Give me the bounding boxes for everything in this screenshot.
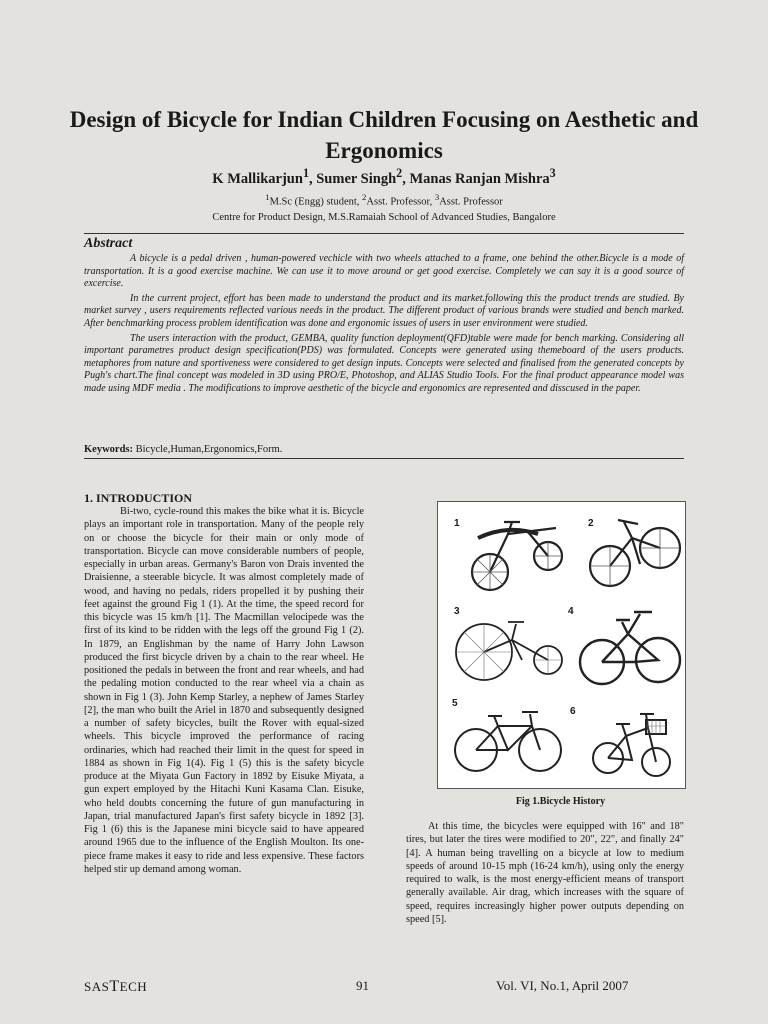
role-mark: 1 xyxy=(265,192,270,202)
journal-initial: T xyxy=(109,978,120,995)
keywords-rule xyxy=(84,458,684,459)
figure-label: 1 xyxy=(454,518,460,529)
mini-bicycle-image xyxy=(588,706,678,782)
abstract-top-rule xyxy=(84,233,684,234)
miyata-safety-bicycle-image xyxy=(452,704,564,776)
role-text: Asst. Professor xyxy=(439,196,503,208)
journal-suffix: ECH xyxy=(119,979,148,994)
introduction-paragraph: Bi-two, cycle-round this makes the bike what it is. Bicycle plays an important role in transportation. Many of the people rely on or choose the bicycle for their main or only mode of transportation. Bicycle can move considerable numbers of people, especially in urban areas. Germany's Baron von Drais invented the Draisienne, a steerable bicycle. It was almost completely made of wood, and having no pedals, riders propelled it by pushing their feet against the ground Fig 1 (1). At the time, the speed record for this bicycle was 15 km/h [1]. The Macmillan velocipede was the first of its kind to be ridden with the legs off the ground Fig 1 (2). In 1879, an Englishman by the name of Harry John Lawson produced the first bicycle driven by a chain to the rear wheel. He positioned the pedals in between the front and rear wheels, and had the pedaling motion conducted to the rear wheel via a chain as shown in Fig 1 (3). John Kemp Starley, a nephew of James Starley [2], the man who built the Ariel in 1870 and subsequently designed a number of safety bicycles, built the Rover with equal-sized wheels. This bicycle improved the performance of racing ordinaries, which had reached their limit in the quest for speed in 1884 as shown in Fig 1(4). Fig 1 (5) this is the safety bicycle produce at the Miyata Gun Factory in 1892 by Eisuke Miyata, a gun expert employed by the Hitachi Kuni Kasama Clan. Eisuke, who held doubts concerning the future of gun manufacturing in Japan, trial manufactured Japan's first safety bicycle in 1892 [3]. Fig 1 (6) this is the Japanese mini bicycle said to have appeared around 1965 due to the influence of the English Moulton. Its one-piece frame makes it easy to ride and less expensive. These factors helped stir up demand among woman. xyxy=(84,506,364,875)
figure-label: 5 xyxy=(452,698,458,709)
rover-safety-bicycle-image xyxy=(578,604,682,694)
journal-prefix: SAS xyxy=(84,979,110,994)
paper-title: Design of Bicycle for Indian Children Focusing on Aesthetic and Ergonomics xyxy=(69,107,699,163)
figure-label: 6 xyxy=(570,706,576,717)
author-mark: 3 xyxy=(549,166,556,180)
author-mark: 1 xyxy=(302,166,309,180)
role-mark: 2 xyxy=(362,192,367,202)
introduction-left-column xyxy=(84,505,364,876)
author-mark: 2 xyxy=(396,166,403,180)
figure-label: 4 xyxy=(568,606,574,617)
introduction-right-column xyxy=(406,820,684,926)
figure-bicycle-history xyxy=(437,501,686,789)
role-text: Asst. Professor, xyxy=(366,196,435,208)
section-heading-introduction: 1. INTRODUCTION xyxy=(84,491,193,505)
abstract-heading: Abstract xyxy=(84,236,133,251)
volume-info: Vol. VI, No.1, April 2007 xyxy=(496,978,629,993)
abstract-paragraph: The users interaction with the product, GEMBA, quality function deployment(QFD)table were made for bench marking. Considering all important parametres product design specification(PDS) was formulated. Concepts were generated using themeboard of the users products. metaphores from nature and sportiveness were considered to get design inputs. Concepts were selected and finalised from the generated concepts by Pugh's chart.The final concept was modeled in 3D using PRO/E, Photoshop, and ALIAS Studio Tools. For the final product appearance model was made using MDF media . The modifications to improve aesthetic of the bicycle and ergonomics are represented and disscused in the paper. xyxy=(84,332,684,394)
macmillan-velocipede-image xyxy=(588,514,683,598)
abstract-paragraph: In the current project, effort has been made to understand the product and its market.following this the product trends are studied. By market survey , users requirements reflected various needs in the product. The different product of various brands were studied and bench marked. After benchmarking process problem identification was done and ergonomic issues of users in user environment were studied. xyxy=(84,292,684,329)
author-name: Manas Ranjan Mishra xyxy=(409,170,550,187)
figure-caption: Fig 1.Bicycle History xyxy=(515,796,606,807)
author-list: K Mallikarjun$^1$, Sumer Singh$^2$, Manas Ranjan Mishra$^3$ xyxy=(212,166,556,187)
draisienne-bicycle-image xyxy=(468,514,568,598)
author-name: Sumer Singh xyxy=(316,170,397,187)
figure-label: 3 xyxy=(454,606,460,617)
author-name: K Mallikarjun xyxy=(212,170,303,187)
institution: Centre for Product Design, M.S.Ramaiah School of Advanced Studies, Bangalore xyxy=(212,211,556,223)
introduction-paragraph: At this time, the bicycles were equipped with 16" and 18" tires, but later the tires were modified to 20", 22", and finally 24" [4]. A human being travelling on a bicycle at low to medium speeds of around 10-15 mph (16-24 km/h), using only the energy required to walk, is the most energy-efficient means of transport generally available. Air drag, which increases with the square of speed, requires increasingly higher power outputs depending on speed [5]. xyxy=(406,821,684,925)
page-number: 91 xyxy=(356,978,369,993)
keywords-text: Bicycle,Human,Ergonomics,Form. xyxy=(133,444,283,455)
lawson-bicycle-image xyxy=(452,606,567,686)
figure-label: 2 xyxy=(588,518,594,529)
affiliations xyxy=(60,190,708,225)
role-mark: 3 xyxy=(434,192,440,202)
abstract-paragraph: A bicycle is a pedal driven , human-powered vechicle with two wheels attached to a frame, one behind the other.Bicycle is a mode of transportation. It is a good exercise machine. We can use it to move around or get good exercise. Completely we can say it is a good source of excercise. xyxy=(84,253,684,290)
keywords-label: Keywords: xyxy=(84,444,133,455)
keywords xyxy=(84,444,282,455)
abstract-body xyxy=(84,253,684,398)
role-text: M.Sc (Engg) student, xyxy=(269,196,363,208)
author-roles xyxy=(60,190,708,210)
journal-name xyxy=(84,978,147,996)
